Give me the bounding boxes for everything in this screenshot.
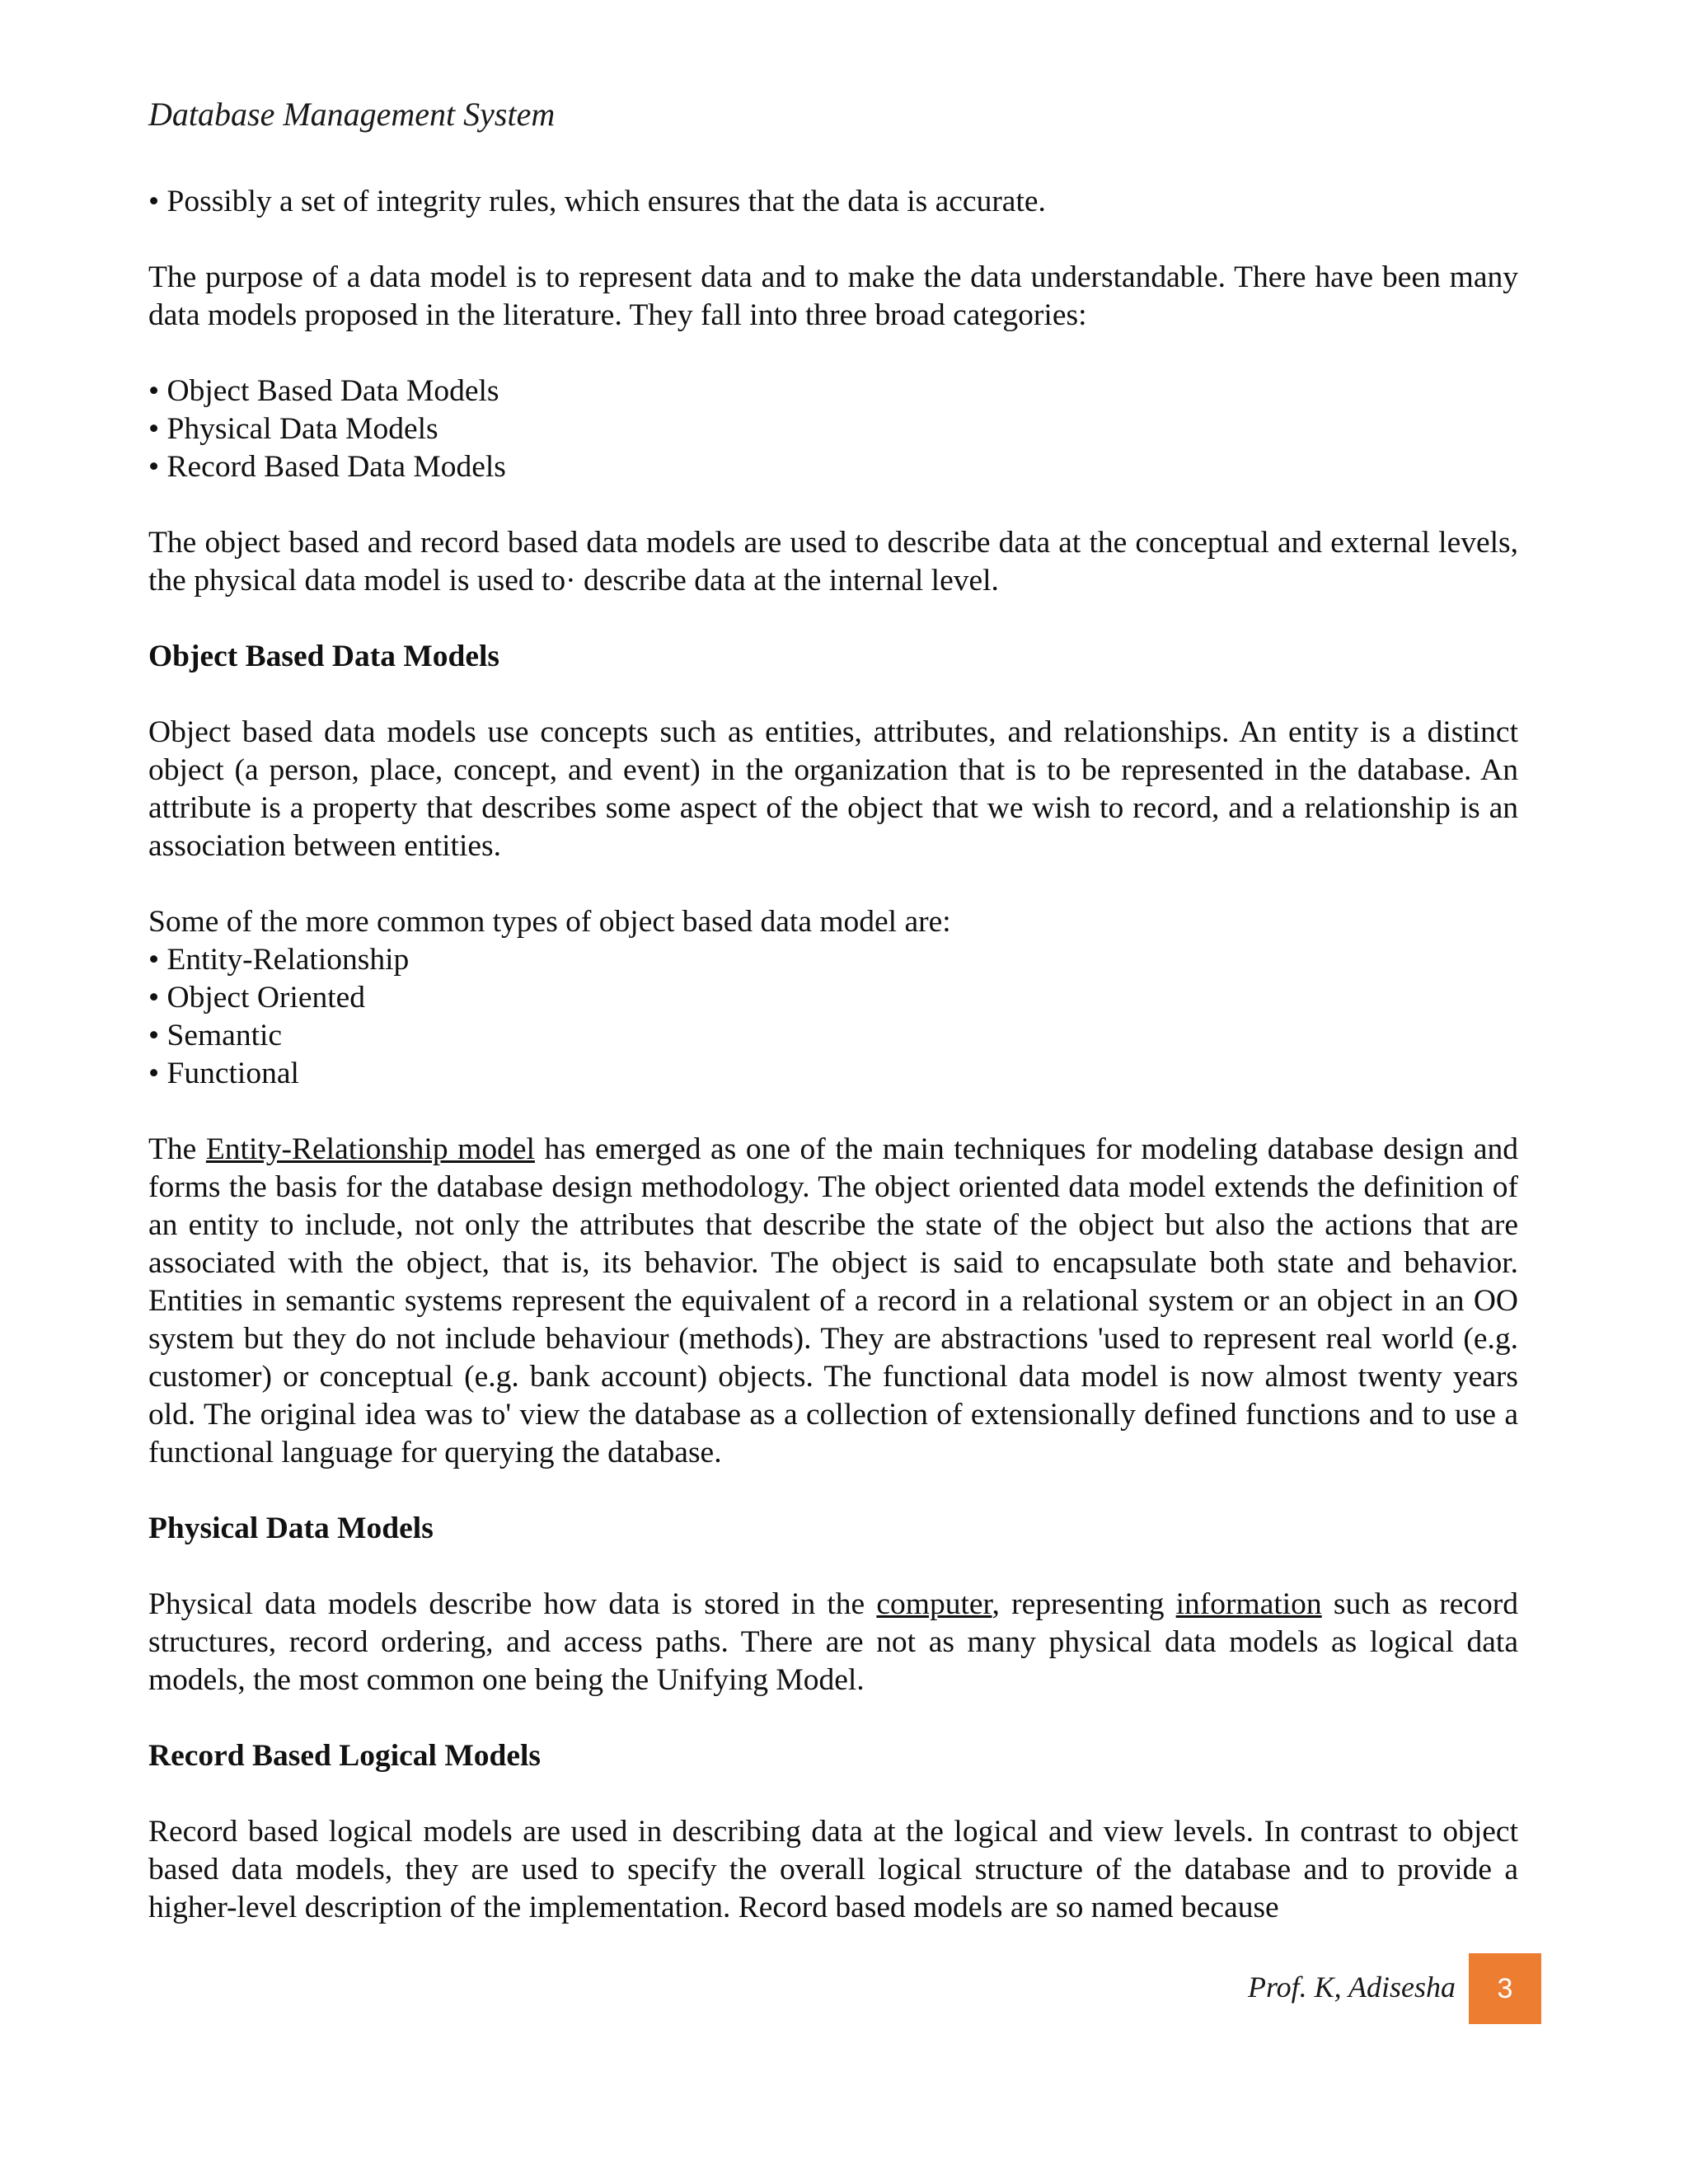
record-based-heading: Record Based Logical Models	[148, 1739, 542, 1773]
record-based-paragraph: Record based logical models are used in describing data at the logical and view levels. In contrast to object based data models, they are used to specify the overall logical structure of the database and to provide a higher-level description of the implementation. Record based models are so named because	[148, 1815, 1518, 1924]
list-item: • Possibly a set of integrity rules, which ensures that the data is accurate.	[148, 183, 1518, 221]
object-based-paragraph: Object based data models use concepts such as entities, attributes, and relationships. An entity is a distinct object (a person, place, concept, and event) in the organization that is to be represented in the database. An attribute is a property that describes some aspect of the object that we wish to record, and a relationship is an association between entities.	[148, 715, 1518, 863]
physical-paragraph-mid: , representing	[992, 1587, 1176, 1621]
object-based-heading: Object Based Data Models	[148, 640, 499, 673]
list-item: • Entity-Relationship	[148, 941, 1518, 979]
physical-paragraph-end: such as record structures, record ordering, and access paths. There are not as many physical data models as logical data models, the most common one being the Unifying Model.	[148, 1587, 1519, 1697]
document-body	[148, 183, 1518, 1927]
computer-link[interactable]: computer	[876, 1587, 992, 1621]
footer-author: Prof. K, Adisesha	[1247, 1971, 1456, 2004]
list-item: • Functional	[148, 1055, 1518, 1093]
physical-paragraph-start: Physical data models describe how data is stored in the	[148, 1587, 877, 1621]
integrity-bullet-list	[148, 183, 1518, 221]
physical-heading: Physical Data Models	[148, 1511, 434, 1545]
list-item: • Physical Data Models	[148, 410, 1518, 448]
object-types-list	[148, 941, 1518, 1093]
levels-paragraph: The object based and record based data models are used to describe data at the conceptual and external levels, the physical data model is used to· describe data at the internal level.	[148, 526, 1518, 598]
er-model-paragraph	[148, 1131, 1518, 1472]
er-paragraph-start: The	[148, 1132, 206, 1166]
page-number-badge: 3	[1469, 1953, 1541, 2024]
list-item: • Object Oriented	[148, 979, 1518, 1017]
purpose-paragraph: The purpose of a data model is to represent data and to make the data understandable. There have been many data models proposed in the literature. They fall into three broad categories:	[148, 260, 1518, 332]
list-item: • Record Based Data Models	[148, 448, 1518, 486]
list-item: • Object Based Data Models	[148, 373, 1518, 410]
er-paragraph-rest: has emerged as one of the main techniques for modeling database design and forms the basis for the database design methodology. The object oriented data model extends the definition of an entity to include, not only the attributes that describe the state of the object but also the actions that are associated with the object, that is, its behavior. The object is said to encapsulate both state and behavior. Entities in semantic systems represent the equivalent of a record in a relational system or an object in an OO system but they do not include behaviour (methods). They are abstractions 'used to represent real world (e.g. customer) or conceptual (e.g. bank account) objects. The functional data model is now almost twenty years old. The original idea was to' view the database as a collection of extensionally defined functions and to use a functional language for querying the database.	[148, 1132, 1518, 1469]
list-item: • Semantic	[148, 1017, 1518, 1055]
information-link[interactable]: information	[1175, 1587, 1322, 1621]
object-types-intro: Some of the more common types of object based data model are:	[148, 905, 951, 939]
page-header-title: Database Management System	[148, 96, 556, 133]
categories-list	[148, 373, 1518, 486]
physical-paragraph	[148, 1586, 1518, 1699]
er-model-link[interactable]: Entity-Relationship model	[205, 1132, 535, 1166]
